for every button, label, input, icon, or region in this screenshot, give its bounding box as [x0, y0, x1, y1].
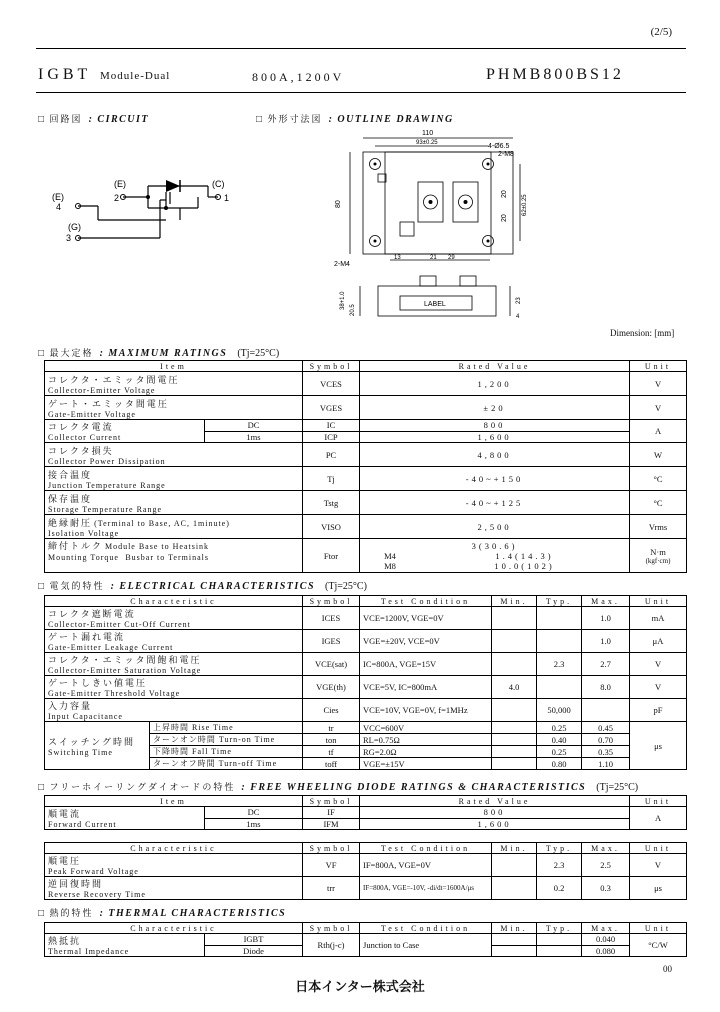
row-value: 1,600: [360, 431, 630, 443]
product-type: IGBT: [38, 66, 92, 83]
row-symbol: IGES: [303, 630, 360, 653]
torque-value3: 10.0(102): [494, 560, 555, 571]
row-cond: VGE=±20V, VCE=0V: [360, 630, 492, 653]
table-row: [45, 396, 687, 420]
row-typ: 2.3: [537, 854, 582, 877]
row-symbol: VGE(th): [303, 676, 360, 699]
row-unit: pF: [630, 699, 687, 722]
row-ja: 絶縁耐圧: [48, 517, 93, 528]
row-typ: [537, 676, 582, 699]
torque-unit2: (kgf·cm): [645, 556, 671, 565]
row-unit: V: [630, 396, 687, 420]
switching-max: 0.70: [582, 734, 630, 746]
dim-23: 23: [516, 297, 522, 304]
header-rule: [36, 92, 686, 93]
col-test-condition: Test Condition: [360, 596, 492, 607]
fwd-ratings-table: [44, 795, 687, 830]
row-cond: IF=800A, VGE=0V: [360, 854, 492, 877]
row-unit: μs: [630, 877, 687, 900]
col-min: Min.: [492, 923, 537, 934]
row-value: 800: [360, 420, 630, 432]
thermal-unit: °C/W: [630, 934, 687, 957]
circuit-diagram: [48, 170, 238, 250]
row-value: -40~+125: [360, 491, 630, 515]
col-symbol: Symbol: [303, 923, 360, 934]
terminal-label-g: (G): [68, 222, 82, 232]
row-max: 8.0: [582, 676, 630, 699]
row-ja: ゲート漏れ電流: [48, 632, 126, 642]
row-value: ±20: [360, 396, 630, 420]
switching-typ: 0.25: [537, 746, 582, 758]
row-unit: V: [630, 854, 687, 877]
table-row: [45, 807, 687, 819]
row-ja: 順電圧: [48, 856, 82, 866]
col-unit: Unit: [630, 796, 687, 807]
row-max: 1.0: [582, 607, 630, 630]
switching-typ: 0.25: [537, 722, 582, 734]
table-row: [45, 491, 687, 515]
diode-symbol: [166, 180, 180, 192]
row-en: Gate-Emitter Leakage Current: [48, 643, 174, 652]
row-unit: Vrms: [630, 515, 687, 539]
row-cond: IF=800A, VGE=-10V, -di/dt=1600A/μs: [360, 877, 492, 900]
row-cond: VCE=1200V, VGE=0V: [360, 607, 492, 630]
row-en: Gate-Emitter Threshold Voltage: [48, 689, 181, 698]
row-value: 2,500: [360, 515, 630, 539]
row-unit: A: [630, 807, 687, 830]
table-row: [45, 854, 687, 877]
col-min: Min.: [492, 596, 537, 607]
square-icon: □: [256, 114, 264, 125]
row-max: [582, 699, 630, 722]
col-symbol: Symbol: [303, 596, 360, 607]
row-max: 0.3: [582, 877, 630, 900]
row-en: Collector-Emitter Cut-Off Current: [48, 620, 191, 629]
torque-unit: N·m: [650, 546, 666, 557]
switching-symbol: tf: [303, 746, 360, 758]
thermal-heading: □ 熱的特性 : THERMAL CHARACTERISTICS: [38, 908, 287, 919]
row-unit: A: [630, 420, 687, 443]
col-item: Item: [45, 361, 303, 372]
thermal-symbol: Rth(j-c): [303, 934, 360, 957]
row-symbol: ICP: [303, 431, 360, 443]
row-min: [492, 877, 537, 900]
dim-29: 29: [448, 255, 455, 261]
switching-row: [45, 722, 687, 734]
col-symbol: Symbol: [303, 843, 360, 854]
switching-cond: RG=2.0Ω: [360, 746, 492, 758]
row-unit: V: [630, 676, 687, 699]
row-en: Junction Temperature Range: [48, 480, 166, 490]
row-en: Reverse Recovery Time: [48, 890, 146, 899]
fwd-title-en: FREE WHEELING DIODE RATINGS & CHARACTERISTICS: [250, 782, 587, 793]
table-row: [45, 607, 687, 630]
dim-m4: 2-M4: [334, 261, 350, 268]
thermal-ja: 熱抵抗: [48, 936, 82, 946]
row-symbol: VGES: [303, 396, 360, 420]
row-value: 800: [360, 807, 630, 819]
torque-m8: M8: [384, 560, 396, 571]
thermal-cond: IGBT: [205, 934, 303, 946]
row-symbol: IF: [303, 807, 360, 819]
dim-width-tol: 93±0.25: [416, 140, 438, 146]
row-min: [492, 699, 537, 722]
switching-symbol: toff: [303, 758, 360, 770]
row-ja: ゲート・エミッタ間電圧: [48, 398, 169, 409]
square-icon: □: [38, 348, 46, 359]
dim-width: 110: [422, 130, 434, 137]
outline-title-ja: 外形寸法図: [267, 114, 323, 124]
thermal-test: Junction to Case: [360, 934, 492, 957]
switching-typ: 0.80: [537, 758, 582, 770]
col-unit: Unit: [630, 596, 687, 607]
rating: 800A,1200V: [252, 70, 345, 84]
dim-38: 38+1.0: [340, 291, 346, 310]
row-typ: [537, 607, 582, 630]
table-row: [45, 443, 687, 467]
terminal-num-4: 4: [56, 202, 62, 212]
col-symbol: Symbol: [303, 796, 360, 807]
row-typ: 0.2: [537, 877, 582, 900]
table-row: [45, 934, 687, 946]
dim-height-tol: 62±0.25: [522, 194, 528, 216]
table-row: [45, 877, 687, 900]
row-symbol: IFM: [303, 818, 360, 830]
max-ratings-heading: □ 最大定格 : MAXIMUM RATINGS (Tj=25°C): [38, 348, 280, 359]
row-en: Input Capacitance: [48, 712, 123, 721]
switching-symbol: ton: [303, 734, 360, 746]
torque-value1: 3(30.6): [471, 540, 518, 551]
col-rated-value: Rated Value: [360, 796, 630, 807]
page-bottom-number: 00: [663, 964, 672, 974]
outline-heading: □ 外形寸法図 : OUTLINE DRAWING: [256, 114, 454, 125]
row-en: Isolation Voltage: [48, 528, 120, 538]
table-row: [45, 515, 687, 539]
circuit-title-ja: 回路図: [49, 114, 83, 124]
row-typ: 2.3: [537, 653, 582, 676]
row-symbol: VF: [303, 854, 360, 877]
row-min: [492, 607, 537, 630]
thermal-en: Thermal Impedance: [48, 947, 130, 956]
fwd-heading: □ フリーホイーリングダイオードの特性 : FREE WHEELING DIODE RATINGS & CHARACTERISTICS (Tj=25°C): [38, 782, 639, 793]
row-min: [492, 630, 537, 653]
switching-max: 1.10: [582, 758, 630, 770]
row-en: Gate-Emitter Voltage: [48, 409, 136, 419]
outline-drawing: [330, 126, 530, 326]
row-min: 4.0: [492, 676, 537, 699]
module-top-view: [363, 152, 513, 254]
row-max: 2.5: [582, 854, 630, 877]
col-max: Max.: [582, 596, 630, 607]
row-en: Forward Current: [48, 820, 117, 829]
row-ja: 入力容量: [48, 701, 93, 711]
table-row: [45, 372, 687, 396]
dim-21: 21: [430, 255, 437, 261]
col-characteristic: Characteristic: [45, 596, 303, 607]
row-max: 1.0: [582, 630, 630, 653]
row-unit: W: [630, 443, 687, 467]
electrical-condition: (Tj=25°C): [325, 581, 367, 592]
row-typ: [537, 630, 582, 653]
torque-ja: 締付トルク: [48, 541, 103, 551]
row-symbol: IC: [303, 420, 360, 432]
col-min: Min.: [492, 843, 537, 854]
electrical-title-ja: 電気的特性: [49, 581, 105, 591]
row-ja: 逆回復時間: [48, 879, 104, 889]
table-row: [45, 630, 687, 653]
circuit-heading: □ 回路図 : CIRCUIT: [38, 114, 150, 125]
table-row: [45, 699, 687, 722]
row-symbol: trr: [303, 877, 360, 900]
part-number: PHMB800BS12: [486, 66, 624, 83]
max-ratings-title-ja: 最大定格: [49, 348, 94, 358]
row-unit: μA: [630, 630, 687, 653]
terminal-num-1: 1: [224, 193, 230, 203]
fwd-condition: (Tj=25°C): [596, 782, 639, 793]
row-value: 1,600: [360, 818, 630, 830]
row-ja: 順電流: [48, 809, 82, 819]
row-cond: 1ms: [205, 818, 303, 830]
col-symbol: Symbol: [303, 361, 360, 372]
row-symbol: ICES: [303, 607, 360, 630]
square-icon: □: [38, 114, 46, 125]
switching-label: ターンオフ時間 Turn-off Time: [150, 758, 303, 770]
row-min: [492, 653, 537, 676]
square-icon: □: [38, 908, 46, 919]
torque-cond1: Module Base to Heatsink: [104, 542, 210, 551]
thermal-title-en: THERMAL CHARACTERISTICS: [108, 908, 287, 919]
row-cond: 1ms: [205, 431, 303, 443]
row-cond: DC: [205, 420, 303, 432]
col-unit: Unit: [630, 361, 687, 372]
switching-cond: VGE=±15V: [360, 758, 492, 770]
switching-label: 下降時間 Fall Time: [150, 746, 303, 758]
row-value: -40~+150: [360, 467, 630, 491]
row-min: [492, 854, 537, 877]
dim-13: 13: [394, 255, 401, 261]
table-row: [45, 420, 687, 432]
dimension-unit-note: Dimension: [mm]: [610, 328, 675, 338]
row-unit: °C: [630, 467, 687, 491]
row-cond: (Terminal to Base, AC, 1minute): [94, 518, 230, 528]
switching-max: 0.35: [582, 746, 630, 758]
row-ja: コレクタ遮断電流: [48, 609, 136, 619]
col-item: Item: [45, 796, 303, 807]
row-cond: DC: [205, 807, 303, 819]
col-typ: Typ.: [537, 923, 582, 934]
row-unit: V: [630, 653, 687, 676]
row-en: Collector Current: [48, 433, 122, 442]
col-typ: Typ.: [537, 843, 582, 854]
torque-cond2: Busbar to Terminals: [125, 553, 209, 562]
module-type: Module-Dual: [100, 70, 171, 82]
max-ratings-table: [44, 360, 687, 573]
fwd-title-ja: フリーホイーリングダイオードの特性: [49, 782, 236, 792]
page-number: (2/5): [650, 26, 672, 38]
row-cond: IC=800A, VGE=15V: [360, 653, 492, 676]
row-value: 4,800: [360, 443, 630, 467]
col-max: Max.: [582, 923, 630, 934]
terminal-num-3: 3: [66, 233, 72, 243]
row-ja: コレクタ電流: [48, 422, 114, 432]
switching-label: ターンオン時間 Turn-on Time: [150, 734, 303, 746]
row-max: 2.7: [582, 653, 630, 676]
torque-m4: M4: [384, 550, 396, 561]
switching-unit: μs: [630, 722, 687, 770]
outline-title-en: OUTLINE DRAWING: [337, 114, 454, 125]
row-ja: コレクタ・エミッタ間飽和電圧: [48, 655, 202, 665]
thermal-max: 0.080: [582, 945, 630, 957]
row-ja: コレクタ損失: [48, 445, 114, 456]
switching-label: 上昇時間 Rise Time: [150, 722, 303, 734]
col-unit: Unit: [630, 923, 687, 934]
row-unit: °C: [630, 491, 687, 515]
dim-20b: 20: [501, 214, 508, 222]
switching-typ: 0.40: [537, 734, 582, 746]
torque-en: Mounting Torque: [48, 553, 119, 562]
row-cond: VCE=5V, IC=800mA: [360, 676, 492, 699]
dim-20a: 20: [501, 190, 508, 198]
max-ratings-condition: (Tj=25°C): [237, 348, 280, 359]
table-row: [45, 467, 687, 491]
torque-value2: 1.4(14.3): [495, 550, 554, 561]
row-typ: 50,000: [537, 699, 582, 722]
row-unit: V: [630, 372, 687, 396]
terminal-num-2: 2: [114, 193, 120, 203]
fwd-characteristics-table: [44, 842, 687, 900]
row-en: Peak Forward Voltage: [48, 867, 139, 876]
row-symbol: Cies: [303, 699, 360, 722]
row-en: Collector Power Dissipation: [48, 456, 166, 466]
col-rated-value: Rated Value: [360, 361, 630, 372]
row-symbol: VISO: [303, 515, 360, 539]
terminal-label-e2: (E): [114, 179, 127, 189]
thermal-cond: Diode: [205, 945, 303, 957]
table-row: [45, 653, 687, 676]
row-value: 1,200: [360, 372, 630, 396]
switching-symbol: tr: [303, 722, 360, 734]
square-icon: □: [38, 581, 46, 592]
row-symbol: PC: [303, 443, 360, 467]
col-test-condition: Test Condition: [360, 843, 492, 854]
switching-max: 0.45: [582, 722, 630, 734]
dim-20-5: 20.5: [350, 304, 356, 316]
row-ja: ゲートしきい値電圧: [48, 678, 148, 688]
row-en: Collector-Emitter Voltage: [48, 385, 156, 395]
dim-hole: 4-Ø6.5: [488, 143, 510, 150]
row-symbol: Tj: [303, 467, 360, 491]
electrical-table: [44, 595, 687, 770]
switching-cond: VCC=600V: [360, 722, 492, 734]
thermal-max: 0.040: [582, 934, 630, 946]
company-name: 日本インター株式会社: [295, 979, 425, 994]
terminal-label-e1: (E): [52, 192, 65, 202]
row-unit: mA: [630, 607, 687, 630]
row-en: Storage Temperature Range: [48, 504, 163, 514]
torque-symbol: Ftor: [303, 539, 360, 573]
circuit-title-en: CIRCUIT: [97, 114, 150, 125]
switching-ja: スイッチング時間: [48, 736, 136, 747]
switching-cond: RL=0.75Ω: [360, 734, 492, 746]
row-cond: VCE=10V, VGE=0V, f=1MHz: [360, 699, 492, 722]
row-ja: 接合温度: [48, 469, 93, 480]
thermal-table: [44, 922, 687, 957]
dim-4: 4: [516, 314, 520, 320]
row-ja: コレクタ・エミッタ間電圧: [48, 374, 180, 385]
col-characteristic: Characteristic: [45, 923, 303, 934]
terminal-label-c: (C): [212, 179, 225, 189]
col-typ: Typ.: [537, 596, 582, 607]
col-unit: Unit: [630, 843, 687, 854]
max-ratings-title-en: MAXIMUM RATINGS: [108, 348, 228, 359]
col-max: Max.: [582, 843, 630, 854]
square-icon: □: [38, 782, 46, 793]
row-symbol: VCES: [303, 372, 360, 396]
row-symbol: VCE(sat): [303, 653, 360, 676]
table-row: [45, 539, 687, 573]
label-text: LABEL: [424, 301, 446, 308]
switching-en: Switching Time: [48, 747, 113, 757]
dim-height: 80: [335, 200, 342, 208]
row-ja: 保存温度: [48, 493, 93, 504]
electrical-heading: □ 電気的特性 : ELECTRICAL CHARACTERISTICS (Tj=25°C): [38, 581, 367, 592]
top-rule: [36, 48, 686, 49]
col-characteristic: Characteristic: [45, 843, 303, 854]
table-row: [45, 676, 687, 699]
row-symbol: Tstg: [303, 491, 360, 515]
thermal-title-ja: 熱的特性: [49, 908, 94, 918]
row-en: Collector-Emitter Saturation Voltage: [48, 666, 202, 675]
dim-m8: 2-M8: [498, 151, 514, 158]
electrical-title-en: ELECTRICAL CHARACTERISTICS: [119, 581, 316, 592]
col-test-condition: Test Condition: [360, 923, 492, 934]
